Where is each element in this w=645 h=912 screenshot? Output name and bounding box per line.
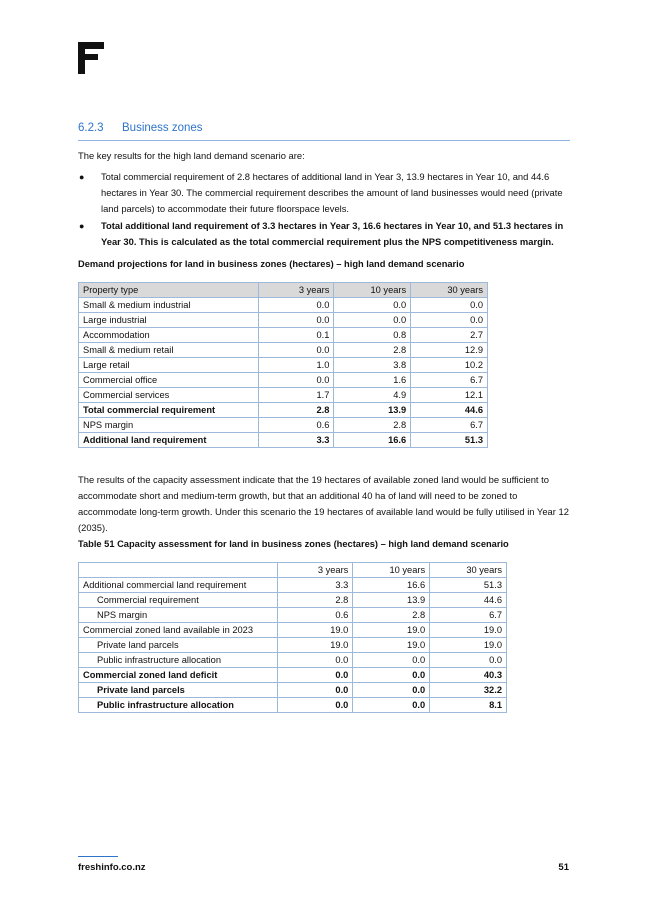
intro-text: The key results for the high land demand scenario are: [78, 150, 305, 161]
column-header: 30 years [411, 283, 488, 298]
column-header: 10 years [334, 283, 411, 298]
table-row: Public infrastructure allocation 0.0 0.0 8.1 [79, 698, 507, 713]
list-item: ● Total commercial requirement of 2.8 hectares of additional land in Year 3, 13.9 hectares in Year 10, and 44.6 hectares in Year 30. The commercial requirement describes the amount of land businesses would need (private land parcels) to accommodate their future floorspace levels. [79, 171, 563, 215]
section-heading [78, 122, 570, 141]
table-row-total: Additional land requirement 3.3 16.6 51.3 [79, 433, 488, 448]
column-header: 30 years [430, 563, 507, 578]
fresh-info-logo [78, 42, 104, 74]
table-2-caption: Table 51 Capacity assessment for land in business zones (hectares) – high land demand scenario [78, 539, 509, 549]
table-row: Small & medium industrial 0.0 0.0 0.0 [79, 298, 488, 313]
table-header-row [79, 563, 507, 578]
column-header: Property type [79, 283, 259, 298]
table-row: Additional commercial land requirement 3.3 16.6 51.3 [79, 578, 507, 593]
footer-divider [78, 856, 118, 857]
table-row: Private land parcels 0.0 0.0 32.2 [79, 683, 507, 698]
table-row: Commercial services 1.7 4.9 12.1 [79, 388, 488, 403]
table-row: Commercial zoned land available in 2023 19.0 19.0 19.0 [79, 623, 507, 638]
column-header: 3 years [277, 563, 353, 578]
table-row-total: Commercial zoned land deficit 0.0 0.0 40.3 [79, 668, 507, 683]
table-row: Small & medium retail 0.0 2.8 12.9 [79, 343, 488, 358]
section-number: 6.2.3 [78, 122, 104, 134]
table-row: NPS margin 0.6 2.8 6.7 [79, 418, 488, 433]
table-row: Large retail 1.0 3.8 10.2 [79, 358, 488, 373]
table-1-caption: Demand projections for land in business zones (hectares) – high land demand scenario [78, 259, 465, 269]
table-row: Private land parcels 19.0 19.0 19.0 [79, 638, 507, 653]
column-header: 3 years [258, 283, 334, 298]
bullet-icon: ● [79, 172, 85, 182]
footer-website-link[interactable]: freshinfo.co.nz [78, 862, 146, 873]
table-row: Public infrastructure allocation 0.0 0.0 0.0 [79, 653, 507, 668]
table-row: NPS margin 0.6 2.8 6.7 [79, 608, 507, 623]
capacity-assessment-table [78, 562, 507, 713]
table-row: Commercial requirement 2.8 13.9 44.6 [79, 593, 507, 608]
list-item: ● Total additional land requirement of 3.3 hectares in Year 3, 16.6 hectares in Year 10, and 51.3 hectares in Year 30. This is calculated as the total commercial requirement plus the NPS competitiveness margin. [79, 219, 564, 247]
table-header-row [79, 283, 488, 298]
column-header [79, 563, 278, 578]
column-header: 10 years [353, 563, 430, 578]
table-row: Accommodation 0.1 0.8 2.7 [79, 328, 488, 343]
page-number: 51 [558, 862, 569, 873]
demand-projections-table [78, 282, 488, 448]
table-row: Large industrial 0.0 0.0 0.0 [79, 313, 488, 328]
table-row-total: Total commercial requirement 2.8 13.9 44.6 [79, 403, 488, 418]
capacity-paragraph: The results of the capacity assessment indicate that the 19 hectares of available zoned land would be sufficient to accommodate short and medium-term growth, but that an additional 40 ha of land will need to be zoned to accommodate long-term growth. Under this scenario the 19 hectares of available land would be fully utilised in Year 12 (2035). [78, 474, 569, 533]
section-title: Business zones [122, 122, 203, 134]
key-results-list [78, 169, 570, 250]
bullet-icon: ● [79, 220, 85, 231]
table-row: Commercial office 0.0 1.6 6.7 [79, 373, 488, 388]
